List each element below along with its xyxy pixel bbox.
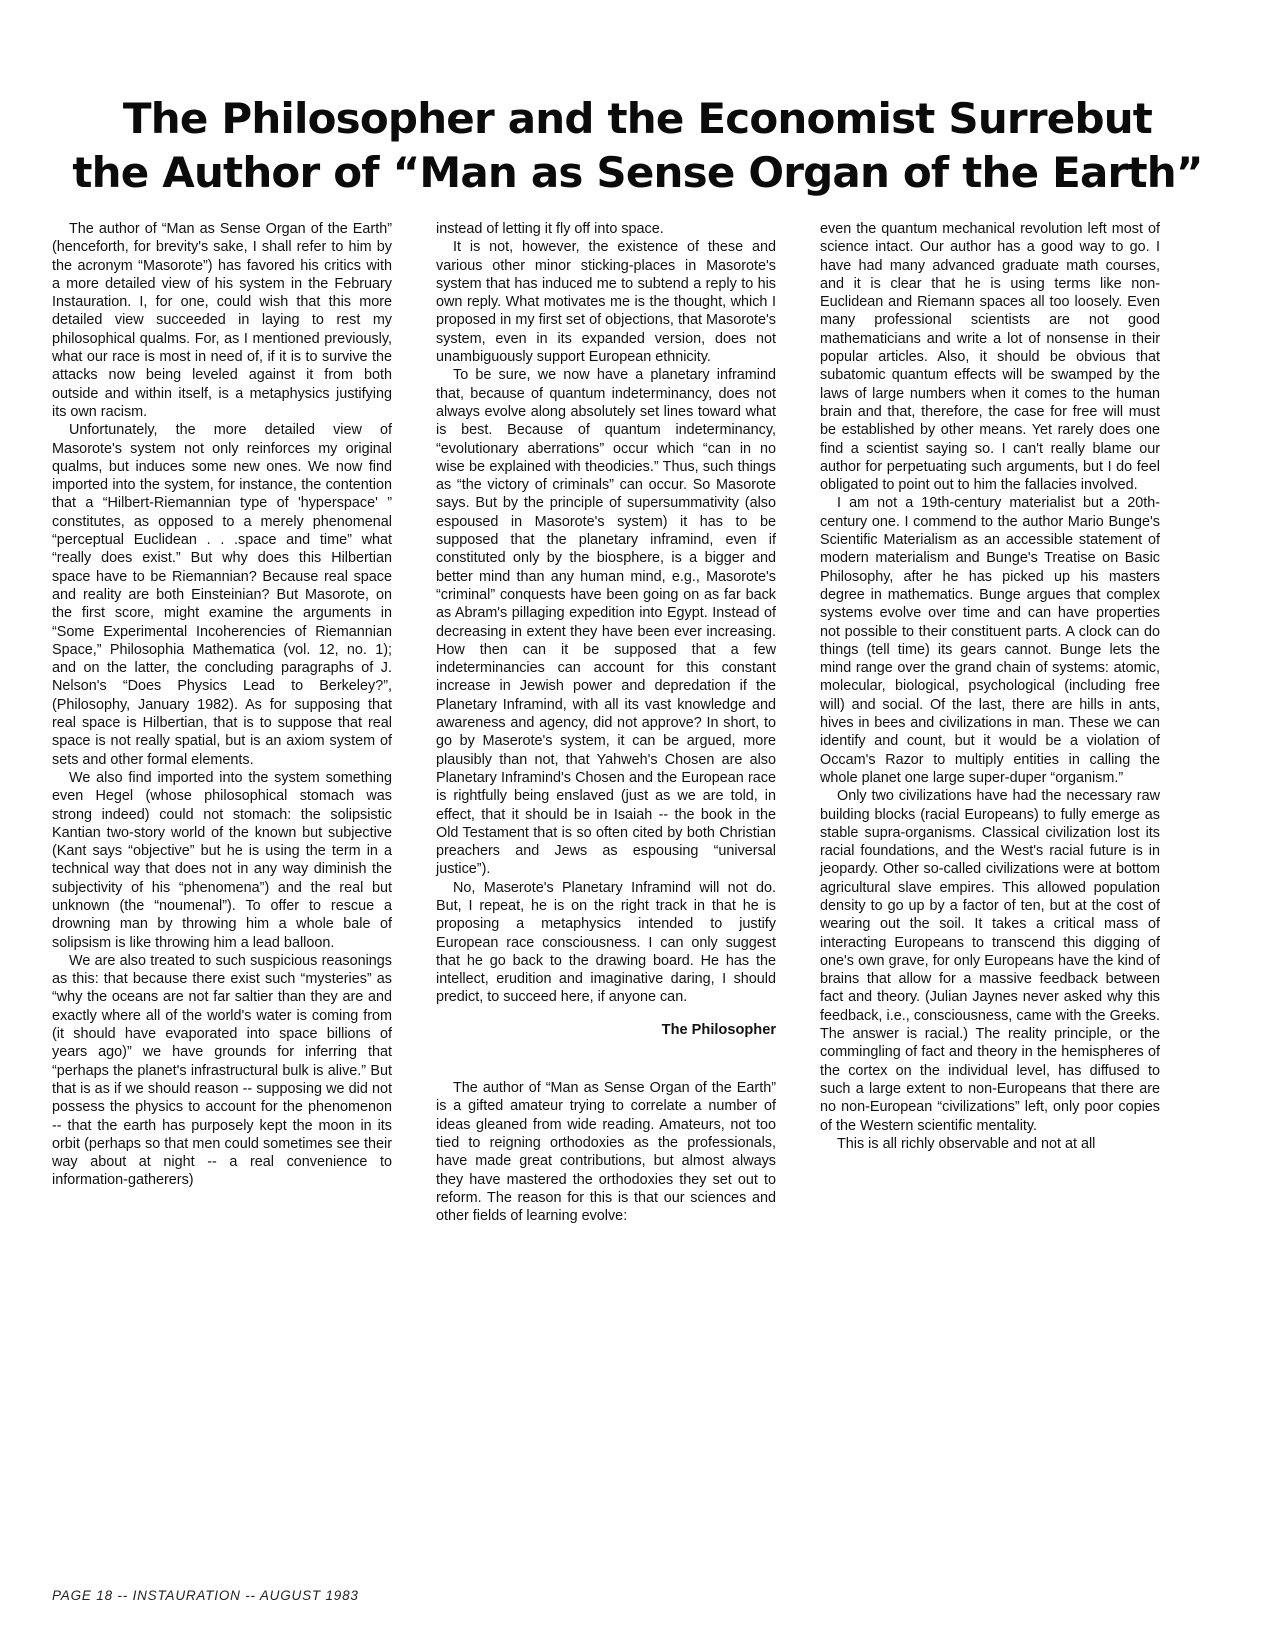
paragraph: No, Maserote's Planetary Inframind will not do. But, I repeat, he is on the right track in that he is proposing a metaphysics intended to justify European race consciousness. I can only suggest that he go back to the drawing board. He has the intellect, erudition and imaginative daring, I should predict, to succeed here, if anyone can.	[436, 879, 776, 1006]
paragraph: Unfortunately, the more detailed view of Masorote's system not only reinforces my original qualms, but induces some new ones. We now find imported into the system, for instance, the contention that a “Hilbert-Riemannian type of 'hyperspace' ” constitutes, as opposed to a merely phenomenal “perceptual Euclidean . . .space and time” what “really does exist.” But why does this Hilbertian space have to be Riemannian? Because real space and reality are both Einsteinian? But Masorote, on the first score, might examine the arguments in “Some Experimental Incoherencies of Riemannian Space,” Philosophia Mathematica (vol. 12, no. 1); and on the latter, the concluding paragraphs of J. Nelson's “Does Physics Lead to Berkeley?”, (Philosophy, January 1982). As for supposing that real space is Hilbertian, that is to suppose that real space is not really spatial, but is an axiom system of sets and other formal elements.	[52, 422, 392, 768]
paragraph: We are also treated to such suspicious reasonings as this: that because there exist such “mysteries” as “why the oceans are not far saltier than they are and exactly where all of the world's water is coming from (it should have evaporated into space billions of years ago)” we have grounds for inferring that “perhaps the planet's infrastructural bulk is alive.” But that is as if we should reason -- supposing we did not possess the physics to account for the phenomenon -- that the earth has purposely kept the moon in its orbit (perhaps so that men could sometimes see their way about at night -- a real convenience to information-gatherers)	[52, 952, 392, 1189]
column-1	[52, 220, 392, 1190]
paragraph: This is all richly observable and not at all	[837, 1135, 1096, 1152]
title-line-1: The Philosopher and the Economist Surrebut	[122, 94, 1153, 143]
page-footer: PAGE 18 -- INSTAURATION -- AUGUST 1983	[52, 1588, 359, 1603]
paragraph: Only two civilizations have had the necessary raw building blocks (racial Europeans) to fully emerge as stable supra-organisms. Classical civilization lost its racial foundations, and the West's racial future is in jeopardy. Other so-called civilizations were at bottom agricultural slave empires. This allowed population density to go up by a factor of ten, but at the cost of wearing out the soil. It takes a critical mass of interacting Europeans to transcend this digging of one's own grave, for only Europeans have the kind of brains that allow for a massive feedback between fact and theory. (Julian Jaynes never asked why this feedback, i.e., consciousness, came with the Greeks. The answer is racial.) The reality principle, or the commingling of fact and theory in the hemispheres of the cortex on the individual level, has diffused to such a large extent to non-Europeans that there are no non-European “civilizations” left, only poor copies of the Western scientific mentality.	[820, 788, 1160, 1134]
paragraph: We also find imported into the system something even Hegel (whose philosophical stomach was strong indeed) could not stomach: the solipsistic Kantian two-story world of the known but subjective (Kant says “objective” but he is using the term in a technical way that does not in any way diminish the subjectivity of his “phenomena”) and the real but unknown (the “noumenal”). To offer to rescue a drowning man by throwing him a whole bale of solipsism is like throwing him a lead balloon.	[52, 769, 392, 951]
title-line-2: the Author of “Man as Sense Organ of the Earth”	[72, 148, 1203, 197]
column-2	[436, 220, 776, 1225]
section-gap	[436, 1039, 776, 1079]
paragraph: even the quantum mechanical revolution left most of science intact. Our author has a good way to go. I have had many advanced graduate math courses, and it is clear that he is using terms like non-Euclidean and Riemann spaces all too loosely. Even many professional scientists are not good mathematicians and write a lot of nonsense in their popular articles. Also, it should be obvious that subatomic quantum effects will be swamped by the laws of large numbers when it comes to the human brain and that, therefore, the case for free will must be established by other means. Yet rarely does one find a scientist saying so. I can't really blame our author for perpetuating such arguments, but I do feel obligated to point out to him the fallacies involved.	[820, 221, 1160, 494]
column-3	[820, 220, 1160, 1153]
paragraph: instead of letting it fly off into space.	[436, 221, 664, 237]
paragraph: It is not, however, the existence of these and various other minor sticking-places in Masorote's system that has induced me to subtend a reply to his own reply. What motivates me is the thought, which I proposed in my first set of objections, that Masorote's system, even in its expanded version, does not unambiguously support European ethnicity.	[436, 239, 776, 366]
signature-philosopher: The Philosopher	[661, 1021, 776, 1038]
paragraph: To be sure, we now have a planetary inframind that, because of quantum indeterminancy, does not always evolve along absolutely set lines toward what is best. Because of quantum indeterminancy, “evolutionary aberrations” occur which “can in no wise be explained with theodicies.” Thus, such things as “the victory of criminals” can occur. So Masorote says. But by the principle of supersummativity (also espoused in Masorote's system) it has to be supposed that the planetary inframind, even if constituted only by the biosphere, is a bigger and better mind than any human mind, e.g., Masorote's “criminal” conquests have been going on as far back as Abram's pillaging expedition into Egypt. Instead of decreasing in extent they have been ever increasing. How then can it be supposed that a few indeterminancies can account for this constant increase in Jewish power and depredation if the Planetary Inframind, with all its vast knowledge and awareness and agency, did not approve? In short, to go by Maserote's system, it can be argued, more plausibly than not, that Yahweh's Chosen are also Planetary Inframind's Chosen and the European race is rightfully being enslaved (just as we are told, in effect, that it should be in Isaiah -- the book in the Old Testament that is so often cited by both Christian preachers and Jews as espousing “universal justice”).	[436, 367, 776, 878]
paragraph: The author of “Man as Sense Organ of the Earth” is a gifted amateur trying to correlate a number of ideas gleaned from wide reading. Amateurs, not too tied to reigning orthodoxies as the professionals, have made great contributions, but almost always they have mastered the orthodoxies they set out to reform. The reason for this is that our sciences and other fields of learning evolve:	[436, 1080, 776, 1225]
paragraph: I am not a 19th-century materialist but a 20th-century one. I commend to the author Mario Bunge's Scientific Materialism as an accessible statement of modern materialism and Bunge's Treatise on Basic Philosophy, after he has picked up his masters degree in mathematics. Bunge argues that complex systems evolve over time and can have properties not possible to their constituent parts. A clock can do things (tell time) its gears cannot. Bunge lets the mind range over the grand chain of systems: atomic, molecular, biological, psychological (including free will) and social. Of the last, there are hills in ants, hives in bees and civilizations in man. These we can identify and count, but it would be a violation of Occam's Razor to multiply entities in calling the whole planet one large super-duper “organism.”	[820, 495, 1160, 786]
paragraph: The author of “Man as Sense Organ of the Earth” (henceforth, for brevity's sake, I shall refer to him by the acronym “Masorote”) has favored his critics with a more detailed view of his system in the February Instauration. I, for one, could wish that this more detailed view succeeded in laying to rest my philosophical qualms. For, as I mentioned previously, what our race is most in need of, if it is to survive the attacks now being leveled against it from both outside and within itself, is a metaphysics justifying its own racism.	[52, 221, 392, 420]
article-title	[0, 92, 1275, 200]
